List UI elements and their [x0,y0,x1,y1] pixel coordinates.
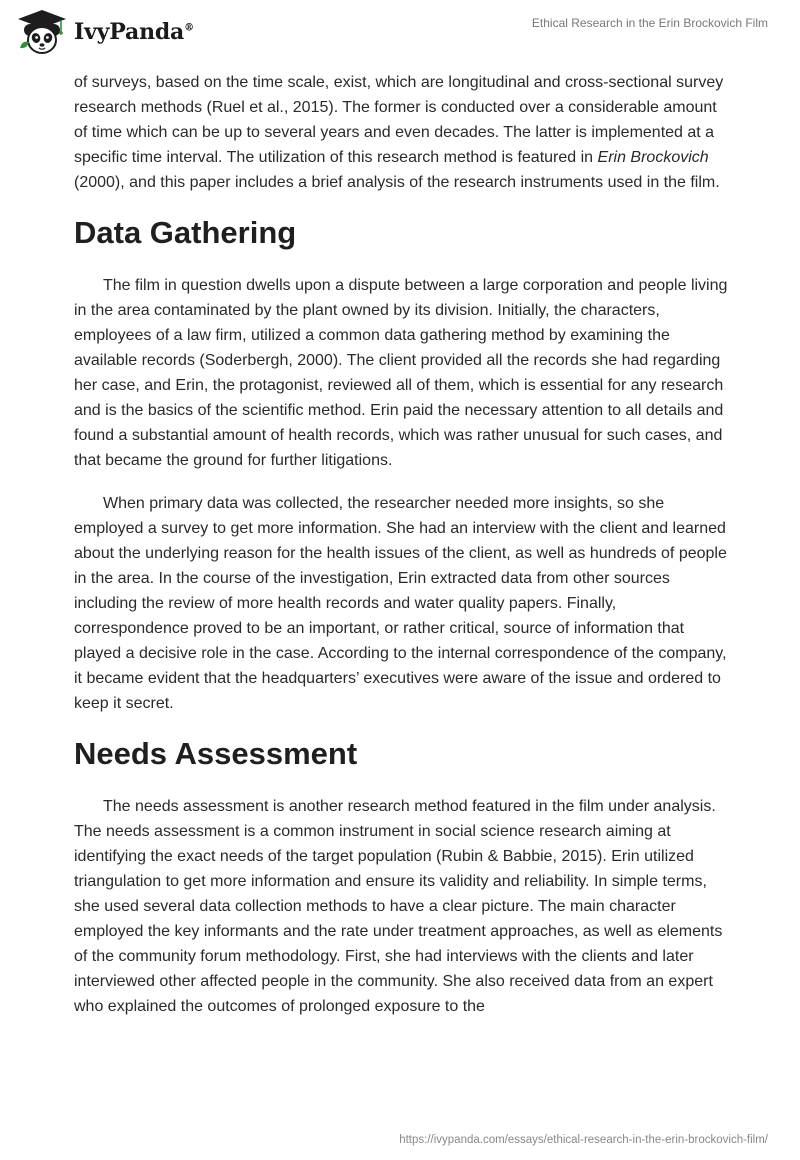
paragraph: When primary data was collected, the researcher needed more insights, so she employed a survey to get more information. She had an interview with the client and learned about the underlying reason for the health issues of the client, as well as hundreds of people in the area. In the course of the investigation, Erin extracted data from other sources including the review of more health records and water quality papers. Finally, correspondence proved to be an important, or rather critical, source of information that played a decisive role in the case. According to the internal correspondence of the company, it became evident that the headquarters’ executives were aware of the issue and ordered to keep it secret. [74,495,727,712]
brand-name: IvyPanda® [74,19,194,45]
paragraph: The needs assessment is another research method featured in the film under analysis. The needs assessment is a common instrument in social science research aiming at identifying the exact needs of the target population (Rubin & Babbie, 2015). Erin utilized triangulation to get more information and ensure its validity and reliability. In simple terms, she used several data collection methods to have a clear picture. The main character employed the key informants and the rate under treatment approaches, as well as elements of the community forum methodology. First, she had interviews with the clients and later interviewed other affected people in the community. She also received data from an expert who explained the outcomes of prolonged exposure to the [74,798,723,1015]
paragraph: The film in question dwells upon a dispute between a large corporation and people living in the area contaminated by the plant owned by its division. Initially, the characters, employees of a law firm, utilized a common data gathering method by examining the available records (Soderbergh, 2000). The client provided all the records she had regarding her case, and Erin, the protagonist, reviewed all of them, which is essential for any research and is the basics of the scientific method. Erin paid the necessary attention to all details and found a substantial amount of health records, which was rather unusual for such cases, and that became the ground for further litigations. [74,277,728,469]
panda-graduate-icon [14,8,70,56]
source-url[interactable]: https://ivypanda.com/essays/ethical-research-in-the-erin-brockovich-film/ [399,1134,768,1146]
section-heading-data-gathering: Data Gathering [74,215,297,250]
page-header [0,0,800,60]
section-heading-needs-assessment: Needs Assessment [74,736,358,771]
document-title: Ethical Research in the Erin Brockovich Film [531,16,768,30]
registered-mark: ® [184,22,194,34]
ivypanda-logo[interactable] [14,8,194,56]
intro-paragraph: of surveys, based on the time scale, exist, which are longitudinal and cross-sectional survey research methods (Ruel et al., 2015). The former is conducted over a considerable amount of time which can be up to several years and even decades. The latter is implemented at a specific time interval. The utilization of this research method is featured in Erin Brockovich (2000), and this paper includes a brief analysis of the research instruments used in the film. [74,74,724,191]
film-title: Erin Brockovich [597,149,709,166]
essay-body [74,70,734,1037]
